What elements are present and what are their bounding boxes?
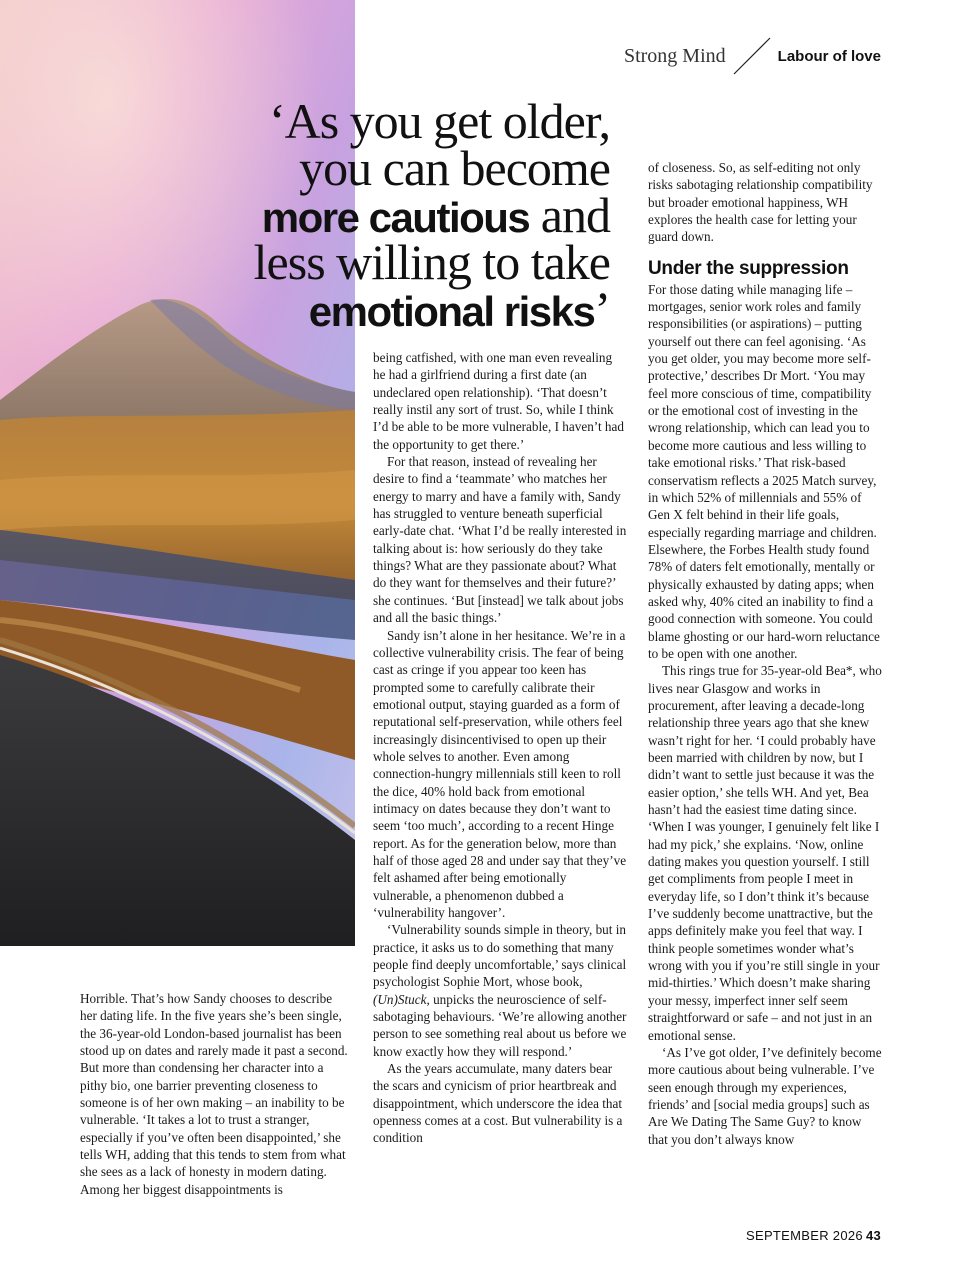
paragraph: being catfished, with one man even revealing he had a girlfriend during a first date (an undeclared open relationship). ‘That doesn’t really instil any sort of trust. So, while I think I’d be able to be more vulnerable, I haven’t had the opportunity to get there.’ [373, 350, 624, 452]
pull-quote [150, 93, 610, 337]
pull-quote-line [150, 281, 610, 337]
page-number: 43 [865, 1228, 881, 1243]
pull-quote-emphasis: emotional risks [308, 288, 595, 335]
body-column-3 [648, 159, 882, 1148]
body-column-2 [373, 349, 627, 1147]
pull-quote-text: and [529, 187, 610, 243]
pull-quote-text: ’ [594, 281, 610, 337]
paragraph: Horrible. That’s how Sandy chooses to describe her dating life. In the five years she’s been single, the 36-year-old London-based journalist has been stood up on dates and rarely made it past a second. But more than condensing her character into a pithy bio, one barrier preventing closeness to someone is of her own making – an inability to be vulnerable. ‘It takes a lot to trust a stranger, especially if you’ve often been disappointed,’ she tells WH, adding that this tends to stem from what she sees as a lack of honesty in modern dating. Among her biggest disappointments is [80, 991, 348, 1197]
paragraph: For those dating while managing life – mortgages, senior work roles and family responsibilities (or aspirations) – putting yourself out there can feel agonising. ‘As you get older, you may become more self-protective,’ describes Dr Mort. ‘You may feel more conscious of time, compatibility or the emotional cost of investing in the wrong relationship, which can lead you to become more cautious and less willing to take emotional risks.’ That risk-based conservatism reflects a 2025 Match survey, in which 52% of millennials and 55% of Gen X felt behind in their life goals, especially regarding marriage and children. Elsewhere, the Forbes Health study found 78% of daters felt emotionally, mentally or physically exhausted by dating apps; when asked why, 40% cited an inability to find a good connection with someone. You could blame ghosting or our hard-worn reluctance to be open with one another. [648, 281, 880, 661]
paragraph: Sandy isn’t alone in her hesitance. We’re in a collective vulnerability crisis. The fear of being cast as cringe if you appear too keen has prompted some to carefully calibrate their emotional output, staying guarded as a form of reputational self-preservation, while others feel increasingly disincentivised to open up their whole selves to another. Even among connection-hungry millennials still keen to roll the dice, 40% hold back from emotional intimacy on dates because they don’t want to seem ‘too much’, according to a recent Hinge report. As for the generation below, more than half of those aged 28 and under say that they’ve felt ashamed after being emotionally vulnerable, a phenomenon dubbed a ‘vulnerability hangover’. [373, 627, 627, 920]
section-header [624, 36, 881, 76]
section-divider [732, 36, 772, 76]
paragraph: This rings true for 35-year-old Bea*, who lives near Glasgow and works in procurement, after leaving a decade-long relationship three years ago that she knew wasn’t right for her. ‘I could probably have been married with children by now, but I didn’t want to settle just because it was the easier option,’ she tells WH. And yet, Bea hasn’t had the easiest time dating since. ‘When I was younger, I genuinely felt like I had my pick,’ she explains. ‘Now, online dating makes you question yourself. I still get compliments from people I meet in everyday life, so I don’t think it’s because I’ve suddenly become unattractive, but the apps definitely make you feel that way. I think people sometimes wonder what’s wrong with you if you’re still single in your mid-thirties.’ Which doesn’t make sharing your messy, imperfect inner self seem straightforward or safe – and not just in an emotional sense. [648, 663, 882, 1043]
book-title: (Un)Stuck [373, 991, 427, 1007]
pull-quote-line: ‘As you get older, [268, 93, 610, 149]
paragraph-text: , unpicks the neuroscience of self-sabotaging behaviours. ‘We’re allowing another person to see something real about us before we know exactly how they will respond.’ [373, 991, 627, 1059]
folio [746, 1228, 881, 1243]
article-label: Labour of love [777, 47, 881, 65]
pull-quote-line: you can become [299, 140, 610, 196]
pull-quote-line [150, 187, 610, 243]
paragraph: For that reason, instead of revealing her desire to find a ‘teammate’ who matches her energy to marry and have a family with, Sandy has struggled to venture beneath superficial early-date chat. ‘What I’d be really interested in talking about is: how seriously do they take things? What are they passionate about? What do they want for themselves and their future?’ she continues. ‘But [instead] we talk about jobs and all the basic things.’ [373, 454, 627, 626]
section-label: Strong Mind [623, 44, 726, 67]
paragraph: As the years accumulate, many daters bear the scars and cynicism of prior heartbreak and disappointment, which underscore the idea that openness comes at a cost. But vulnerability is a condition [373, 1061, 623, 1146]
paragraph: ‘As I’ve got older, I’ve definitely become more cautious about being vulnerable. I’ve seen enough through my experiences, friends’ and [social media groups] such as Are We Dating The Same Guy? to know that you don’t always know [648, 1044, 882, 1147]
body-column-1 [80, 990, 352, 1198]
pull-quote-emphasis: more cautious [261, 194, 530, 241]
paragraph: of closeness. So, as self-editing not only risks sabotaging relationship compatibility but broader emotional happiness, WH explores the health case for letting your guard down. [648, 160, 873, 245]
pull-quote-line: less willing to take [253, 234, 610, 290]
paragraph [373, 921, 627, 1060]
issue-date: SEPTEMBER 2026 [746, 1228, 863, 1243]
paragraph-text: ‘Vulnerability sounds simple in theory, but in practice, it asks us to do something that many people find deeply uncomfortable,’ says clinical psychologist Sophie Mort, whose book, [373, 922, 627, 990]
subheading: Under the suppression [648, 257, 849, 279]
